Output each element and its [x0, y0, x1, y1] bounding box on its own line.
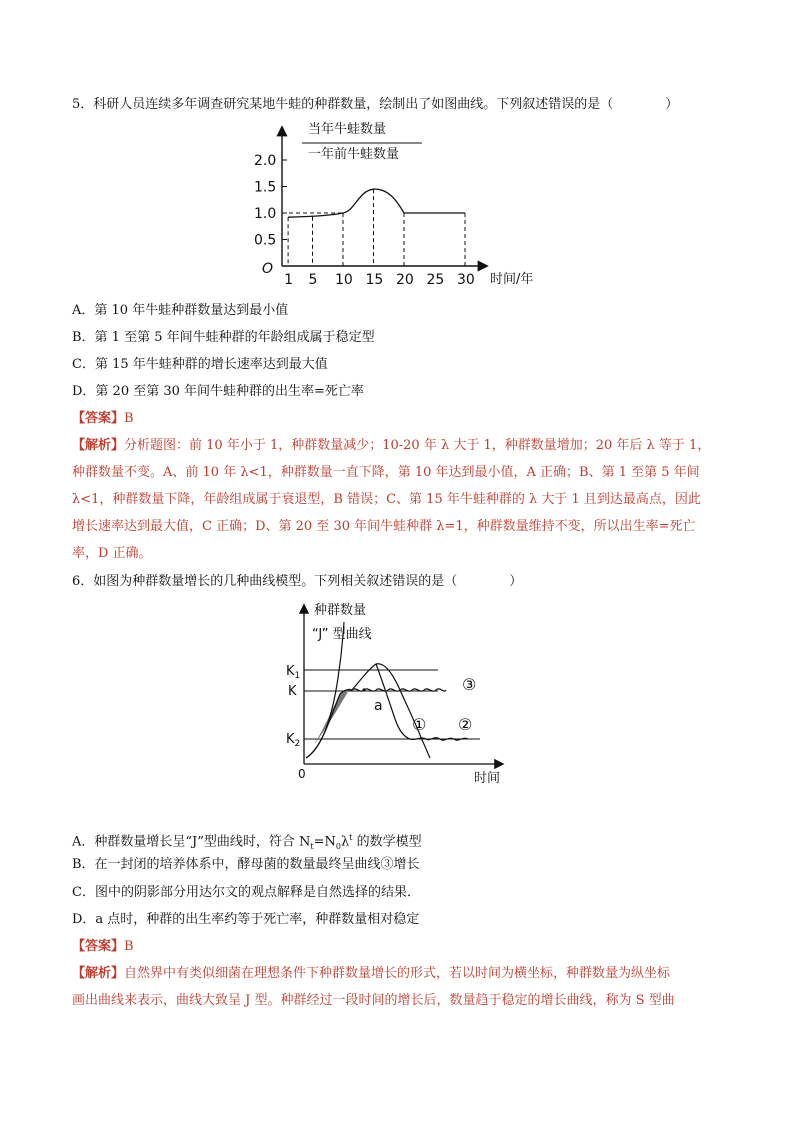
x-axis-label: 时间/年 [490, 272, 534, 287]
x-axis-label: 时间 [474, 771, 501, 786]
origin-label: O [262, 261, 274, 277]
q5-option-d: D．第 20 至第 30 年间牛蛙种群的出生率=死亡率 [72, 384, 364, 399]
y-tick-label: 1.5 [254, 179, 277, 196]
q5-analysis [72, 432, 724, 567]
q6-analysis-line: 自然界中有类似细菌在理想条件下种群数量增长的形式，若以时间为横坐标，种群数量为纵坐标 [124, 966, 671, 981]
q6-question: 6．如图为种群数量增长的几种曲线模型。下列相关叙述错误的是（ ） [72, 574, 523, 589]
q5-option-c: C．第 15 年牛蛙种群的增长速率达到最大值 [72, 357, 328, 372]
q6-option-d: D．a 点时，种群的出生率约等于死亡率，种群数量相对稳定 [72, 912, 420, 927]
q6-option-a-sub: 0 [335, 841, 341, 851]
x-tick-label: 30 [457, 272, 475, 288]
k1-label: $K_1$ [286, 664, 301, 681]
q6-option-b: B．在一封闭的培养体系中，酵母菌的数量最终呈曲线③增长 [72, 857, 420, 872]
q6-analysis [72, 960, 724, 1014]
q6-option-c: C．图中的阴影部分用达尔文的观点解释是自然选择的结果． [72, 885, 420, 900]
chart1-marks [282, 189, 465, 266]
y-tick-label: 2.0 [254, 153, 277, 169]
q5-answer-value: B [124, 411, 134, 426]
curve-3-label: ③ [462, 675, 477, 694]
point-a [362, 688, 365, 691]
j-curve [306, 622, 344, 758]
q6-option-a-text: A．种群数量增长呈“J”型曲线时，符合 N [72, 834, 311, 850]
q5-analysis-line: 种群数量不变。A、前 10 年 λ<1，种群数量一直下降，第 10 年达到最小值，A 正确；B、第 1 至第 5 年间 [72, 465, 700, 480]
origin-label: 0 [298, 767, 306, 781]
q5-analysis-line: 分析题图：前 10 年小于 1，种群数量减少；10-20 年 λ 大于 1，种群数量增加；20 年后 λ 等于 1， [124, 438, 711, 453]
q6-analysis-tag: 【解析】 [72, 966, 125, 981]
y-tick-label: 1.0 [254, 206, 277, 222]
x-tick-label: 1 [284, 272, 294, 288]
selection-shaded-area [314, 688, 350, 745]
ylabel-denominator: 一年前牛蛙数量 [308, 147, 400, 162]
q6-chart [270, 598, 520, 790]
y-tick-label: 0.5 [254, 232, 277, 249]
q6-option-a-sub: t [310, 841, 314, 851]
chart1-ticks [254, 153, 475, 288]
q5-chart [250, 118, 550, 290]
q5-option-a: A．第 10 年牛蛙种群数量达到最小值 [72, 303, 289, 318]
q5-question: 5．科研人员连续多年调查研究某地牛蛙的种群数量，绘制出了如图曲线。下列叙述错误的是（ ） [72, 97, 679, 112]
q6-answer-value: B [124, 939, 134, 954]
x-tick-label: 25 [426, 272, 445, 288]
q6-chart-svg [270, 598, 520, 790]
x-tick-label: 20 [396, 272, 414, 288]
lambda-curve [288, 189, 465, 217]
q5-analysis-line: 率，D 正确。 [72, 546, 152, 561]
q5-option-b: B．第 1 至第 5 年间牛蛙种群的年龄组成属于稳定型 [72, 330, 375, 345]
curve-1-label: ① [412, 715, 427, 734]
x-tick-label: 15 [365, 272, 384, 288]
k2-label: $K_2$ [286, 732, 301, 749]
q5-answer-tag: 【答案】 [72, 411, 125, 426]
q6-option-a-text: =N [313, 834, 336, 850]
curve-2-label: ② [458, 715, 473, 734]
point-a-label: a [374, 698, 383, 714]
q5-analysis-line: λ<1，种群数量下降，年龄组成属于衰退型，B 错误；C、第 15 年牛蛙种群的 λ 大于 1 且到达最高点，因此 [72, 492, 701, 507]
q6-option-a-text: 的数学模型 [352, 834, 422, 850]
q6-option-a-sup: t [349, 833, 353, 842]
q5-analysis-line: 增长速率达到最大值，C 正确；D、第 20 至 30 年间牛蛙种群 λ=1，种群数量维持不变，所以出生率=死亡 [72, 519, 696, 534]
q5-answer [72, 410, 134, 428]
q6-answer-tag: 【答案】 [72, 939, 125, 954]
x-tick-label: 5 [308, 272, 318, 288]
q5-chart-svg [250, 118, 550, 290]
y-axis-label: 种群数量 [314, 603, 367, 618]
q6-option-a-text: λ [341, 834, 350, 850]
q5-analysis-tag: 【解析】 [72, 438, 125, 453]
j-curve-label: “J” 型曲线 [312, 627, 372, 642]
curve-1 [352, 664, 430, 758]
q6-answer [72, 938, 134, 956]
q6-analysis-line: 画出曲线来表示，曲线大致呈 J 型。种群经过一段时间的增长后，数量趋于稳定的增长曲线，称为 S 型曲 [72, 993, 675, 1008]
k-label: K [288, 684, 297, 699]
q6-option-a [72, 829, 422, 856]
ylabel-numerator: 当年牛蛙数量 [308, 122, 387, 137]
x-tick-label: 10 [335, 272, 353, 288]
